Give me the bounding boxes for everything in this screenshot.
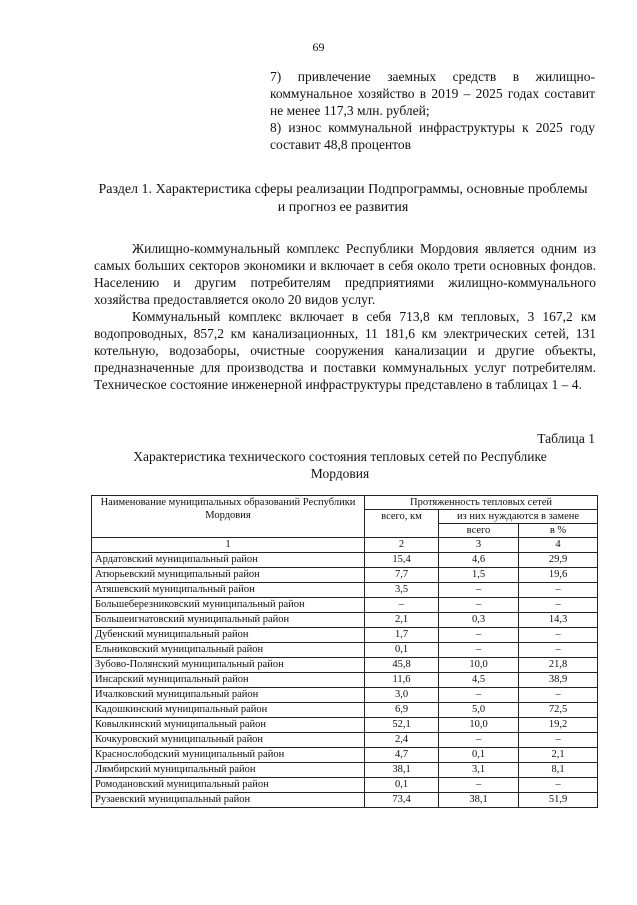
district-name-cell: Инсарский муниципальный район <box>92 673 365 688</box>
district-name-cell: Кадошкинский муниципальный район <box>92 703 365 718</box>
total-km-cell: 3,0 <box>365 688 439 703</box>
need-replacement-cell: – <box>439 583 519 598</box>
district-name-cell: Лямбирский муниципальный район <box>92 763 365 778</box>
page-number: 69 <box>312 40 325 54</box>
need-percent-cell: – <box>519 583 598 598</box>
total-km-cell: 6,9 <box>365 703 439 718</box>
need-percent-cell: 21,8 <box>519 658 598 673</box>
district-name-cell: Ромодановский муниципальный район <box>92 778 365 793</box>
need-replacement-cell: 0,3 <box>439 613 519 628</box>
table-row <box>92 793 598 808</box>
table-row <box>92 613 598 628</box>
district-name-cell: Ковылкинский муниципальный район <box>92 718 365 733</box>
need-percent-cell: – <box>519 598 598 613</box>
need-percent-cell: – <box>519 733 598 748</box>
need-replacement-cell: 5,0 <box>439 703 519 718</box>
total-km-cell: 0,1 <box>365 778 439 793</box>
need-replacement-cell: – <box>439 643 519 658</box>
table-row <box>92 643 598 658</box>
need-percent-cell: 8,1 <box>519 763 598 778</box>
table-title: Характеристика технического состояния тепловых сетей по Республике Мордовия <box>133 449 547 481</box>
total-km-cell: 1,7 <box>365 628 439 643</box>
need-replacement-cell: 1,5 <box>439 568 519 583</box>
district-name-cell: Большеберезниковский муниципальный район <box>92 598 365 613</box>
table-row <box>92 673 598 688</box>
header-need-total: всего <box>439 524 519 538</box>
need-replacement-cell: 4,5 <box>439 673 519 688</box>
need-replacement-cell: 4,6 <box>439 553 519 568</box>
header-total: всего, км <box>365 510 439 538</box>
total-km-cell: 3,5 <box>365 583 439 598</box>
table-body <box>92 553 598 808</box>
district-name-cell: Рузаевский муниципальный район <box>92 793 365 808</box>
total-km-cell: 2,4 <box>365 733 439 748</box>
need-replacement-cell: – <box>439 688 519 703</box>
header-need-pct: в % <box>519 524 598 538</box>
need-replacement-cell: 10,0 <box>439 658 519 673</box>
table-row <box>92 583 598 598</box>
total-km-cell: 38,1 <box>365 763 439 778</box>
header-length: Протяженность тепловых сетей <box>365 496 598 510</box>
total-km-cell: 4,7 <box>365 748 439 763</box>
district-name-cell: Ичалковский муниципальный район <box>92 688 365 703</box>
district-name-cell: Кочкуровский муниципальный район <box>92 733 365 748</box>
district-name-cell: Краснослободский муниципальный район <box>92 748 365 763</box>
need-percent-cell: – <box>519 688 598 703</box>
need-replacement-cell: 0,1 <box>439 748 519 763</box>
district-name-cell: Большеигнатовский муниципальный район <box>92 613 365 628</box>
need-percent-cell: 2,1 <box>519 748 598 763</box>
need-replacement-cell: – <box>439 778 519 793</box>
need-percent-cell: 72,5 <box>519 703 598 718</box>
district-name-cell: Дубенский муниципальный район <box>92 628 365 643</box>
header-name: Наименование муниципальных образований Республики Мордовия <box>92 496 365 538</box>
table-row <box>92 763 598 778</box>
district-name-cell: Зубово-Полянский муниципальный район <box>92 658 365 673</box>
need-replacement-cell: – <box>439 733 519 748</box>
table-row <box>92 748 598 763</box>
table-row <box>92 688 598 703</box>
table-row <box>92 628 598 643</box>
table-row <box>92 553 598 568</box>
district-name-cell: Атюрьевский муниципальный район <box>92 568 365 583</box>
total-km-cell: 73,4 <box>365 793 439 808</box>
table-row <box>92 718 598 733</box>
district-name-cell: Ардатовский муниципальный район <box>92 553 365 568</box>
table-label: Таблица 1 <box>537 431 595 446</box>
section-title: Раздел 1. Характеристика сферы реализации Подпрограммы, основные проблемы и прогноз ее развития <box>98 182 588 215</box>
total-km-cell: 52,1 <box>365 718 439 733</box>
total-km-cell: 0,1 <box>365 643 439 658</box>
total-km-cell: 7,7 <box>365 568 439 583</box>
need-replacement-cell: 38,1 <box>439 793 519 808</box>
need-percent-cell: – <box>519 643 598 658</box>
column-index: 4 <box>519 538 598 553</box>
district-name-cell: Атяшевский муниципальный район <box>92 583 365 598</box>
body-text <box>94 240 596 393</box>
table-row <box>92 568 598 583</box>
numbered-list <box>270 68 595 153</box>
need-percent-cell: 38,9 <box>519 673 598 688</box>
need-percent-cell: 19,2 <box>519 718 598 733</box>
table-row <box>92 598 598 613</box>
need-percent-cell: – <box>519 778 598 793</box>
list-item: 7) привлечение заемных средств в жилищно-коммунальное хозяйство в 2019 – 2025 годах составит не менее 117,3 млн. рублей; <box>270 69 595 118</box>
need-replacement-cell: – <box>439 598 519 613</box>
paragraph: Коммунальный комплекс включает в себя 713,8 км тепловых, 3 167,2 км водопроводных, 857,2 км канализационных, 11 181,6 км электрических сетей, 131 котельную, водозаборы, очистные сооружения канализации и другие объекты, предназначенные для производства и поставки коммунальных услуг потребителям. Техническое состояние инженерной инфраструктуры представлено в таблицах 1 – 4. <box>94 309 596 392</box>
column-index: 2 <box>365 538 439 553</box>
total-km-cell: 45,8 <box>365 658 439 673</box>
column-index-row <box>92 538 598 553</box>
table-row <box>92 703 598 718</box>
need-replacement-cell: 3,1 <box>439 763 519 778</box>
need-percent-cell: 14,3 <box>519 613 598 628</box>
need-percent-cell: – <box>519 628 598 643</box>
district-name-cell: Ельниковский муниципальный район <box>92 643 365 658</box>
heat-networks-table <box>91 495 598 808</box>
total-km-cell: 15,4 <box>365 553 439 568</box>
column-index: 1 <box>92 538 365 553</box>
table-row <box>92 733 598 748</box>
need-replacement-cell: 10,0 <box>439 718 519 733</box>
column-index: 3 <box>439 538 519 553</box>
need-percent-cell: 19,6 <box>519 568 598 583</box>
list-item: 8) износ коммунальной инфраструктуры к 2025 году составит 48,8 процентов <box>270 120 595 152</box>
table-row <box>92 778 598 793</box>
header-need: из них нуждаются в замене <box>439 510 598 524</box>
total-km-cell: 2,1 <box>365 613 439 628</box>
need-percent-cell: 51,9 <box>519 793 598 808</box>
total-km-cell: – <box>365 598 439 613</box>
table-row <box>92 658 598 673</box>
total-km-cell: 11,6 <box>365 673 439 688</box>
paragraph: Жилищно-коммунальный комплекс Республики Мордовия является одним из самых больших секторов экономики и включает в себя около трети основных фондов. Населению и другим потребителям предприятиями жилищно-коммунального хозяйства предоставляется около 20 видов услуг. <box>94 241 596 307</box>
need-replacement-cell: – <box>439 628 519 643</box>
need-percent-cell: 29,9 <box>519 553 598 568</box>
